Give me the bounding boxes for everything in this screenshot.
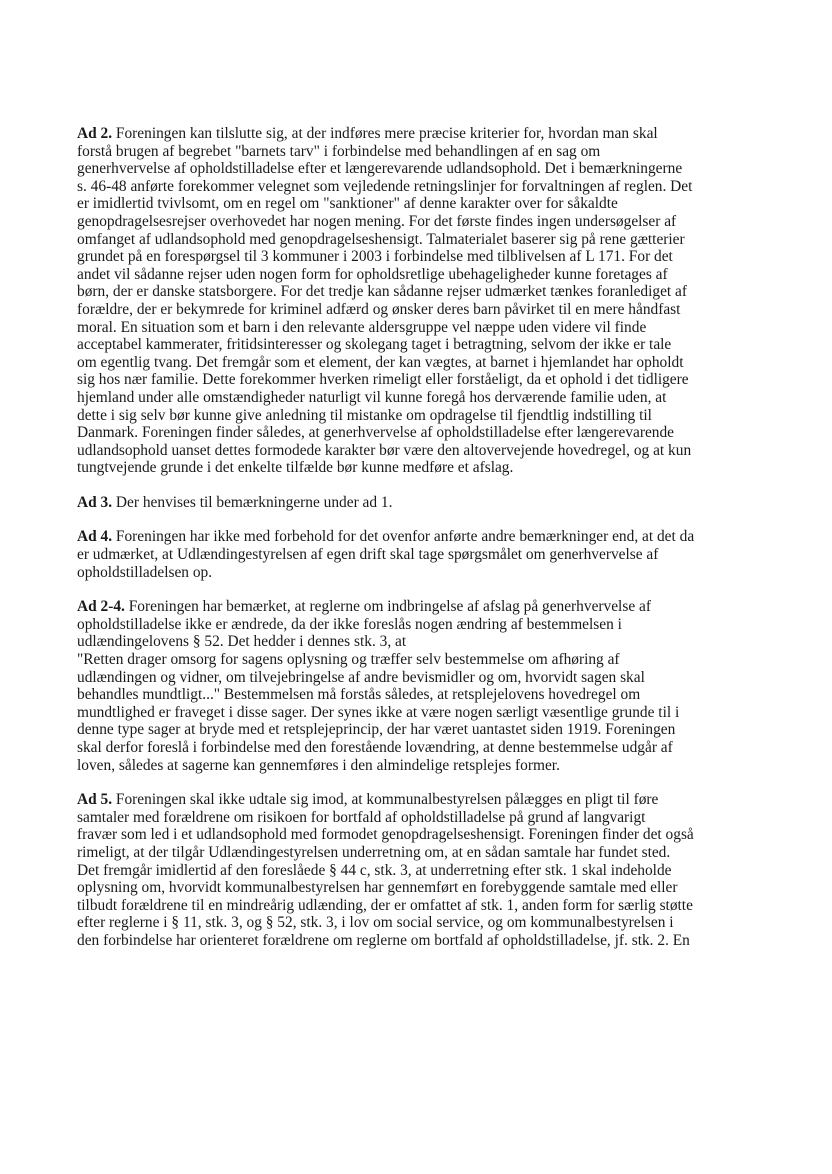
- text-line: [77, 704, 757, 722]
- line-text: Der henvises til bemærkningerne under ad 1.: [112, 493, 393, 511]
- text-line: [77, 546, 757, 564]
- line-text: rimeligt, at der tilgår Udlændingestyrelsen underretning om, at en sådan samtale har fundet sted.: [77, 843, 671, 861]
- text-line: [77, 669, 757, 687]
- paragraph: [77, 791, 757, 949]
- text-line: [77, 160, 757, 178]
- text-line: [77, 914, 757, 932]
- line-text: behandles mundtligt..." Bestemmelsen må forstås således, at retsplejelovens hovedregel om: [77, 686, 641, 704]
- line-text: tilbudt forældrene til en mindreårig udlænding, der er omfattet af stk. 1, anden form for særlig støtte: [77, 896, 693, 914]
- line-text: generhvervelse af opholdstilladelse efter et længerevarende udlandsophold. Det i bemærkningerne: [77, 160, 683, 178]
- text-line: [77, 791, 757, 809]
- text-line: [77, 844, 757, 862]
- line-text: forstå brugen af begrebet "barnets tarv" i forbindelse med behandlingen af en sag om: [77, 142, 601, 160]
- text-line: [77, 633, 757, 651]
- line-text: oplysning om, hvorvidt kommunalbestyrelsen har gennemført en forebyggende samtale med eller: [77, 879, 678, 897]
- line-text: dette i sig selv bør kunne give anledning til mistanke om opdragelse til fjendtlig indstilling til: [77, 406, 652, 424]
- line-text: moral. En situation som et barn i den relevante aldersgruppe vel næppe uden videre vil finde: [77, 318, 647, 336]
- text-line: [77, 459, 757, 477]
- text-line: [77, 739, 757, 757]
- paragraph: [77, 494, 757, 512]
- line-text: andet vil sådanne rejser uden nogen form for opholdsretlige ubehageligheder kunne foretages af: [77, 265, 668, 283]
- document-body: [77, 125, 757, 967]
- line-text: mundtlighed er fraveget i disse sager. Der synes ikke at være nogen særligt væsentlige grunde til i: [77, 703, 680, 721]
- section-label: Ad 3.: [77, 493, 113, 511]
- section-label: Ad 4.: [77, 528, 113, 546]
- paragraph: [77, 598, 757, 774]
- text-line: [77, 826, 757, 844]
- text-line: [77, 424, 757, 442]
- text-line: [77, 494, 757, 512]
- text-line: [77, 248, 757, 266]
- line-text: samtaler med forældrene om risikoen for bortfald af opholdstilladelse på grund af langvarigt: [77, 808, 646, 826]
- text-line: [77, 897, 757, 915]
- line-text: Foreningen har ikke med forbehold for det ovenfor anførte andre bemærkninger end, at det da: [112, 528, 695, 546]
- line-text: acceptabel kammerater, fritidsinteresser og skolegang taget i betragtning, selvom der ikke er tale: [77, 336, 672, 354]
- line-text: skal derfor foreslå i forbindelse med den forestående lovændring, at denne bestemmelse udgår af: [77, 739, 673, 756]
- text-line: [77, 862, 757, 880]
- text-line: [77, 231, 757, 249]
- section-label: Ad 2-4.: [77, 598, 125, 616]
- text-line: [77, 879, 757, 897]
- text-line: [77, 407, 757, 425]
- line-text: Danmark. Foreningen finder således, at generhvervelse af opholdstilladelse efter længerevarende: [77, 424, 675, 442]
- text-line: [77, 598, 757, 616]
- line-text: Det fremgår imidlertid af den foreslåede § 44 c, stk. 3, at underretning efter stk. 1 skal indeholde: [77, 861, 672, 879]
- line-text: Foreningen skal ikke udtale sig imod, at kommunalbestyrelsen pålægges en pligt til føre: [112, 791, 659, 809]
- line-text: grundet på en forespørgsel til 3 kommuner i 2003 i forbindelse med tilblivelsen af L 171. For det: [77, 248, 673, 266]
- line-text: om egentlig tvang. Det fremgår som et element, der kan vægtes, at barnet i hjemlandet har opholdt: [77, 353, 684, 371]
- line-text: hjemland under alle omstændigheder naturligt vil kunne foregå hos derværende familie uden, at: [77, 388, 667, 406]
- text-line: [77, 757, 757, 775]
- text-line: [77, 143, 757, 161]
- line-text: denne type sager at bryde med et retsplejeprincip, der har været uantastet siden 1919. Foreningen: [77, 721, 676, 739]
- line-text: loven, således at sagerne kan gennemføres i den almindelige retsplejes former.: [77, 756, 560, 774]
- text-line: [77, 442, 757, 460]
- text-line: [77, 301, 757, 319]
- text-line: [77, 336, 757, 354]
- line-text: omfanget af udlandsophold med genopdragelseshensigt. Talmaterialet baserer sig på rene gætterier: [77, 230, 685, 248]
- line-text: "Retten drager omsorg for sagens oplysning og træffer selv bestemmelse om afhøring af: [77, 651, 620, 669]
- section-label: Ad 2.: [77, 125, 113, 142]
- line-text: efter reglerne i § 11, stk. 3, og § 52, stk. 3, i lov om social service, og om kommunalbestyrelsen i: [77, 914, 674, 932]
- line-text: udlændingen og vidner, om tilvejebringelse af andre bevismidler og om, hvorvidt sagen skal: [77, 668, 645, 686]
- text-line: [77, 371, 757, 389]
- text-line: [77, 809, 757, 827]
- text-line: [77, 213, 757, 231]
- section-label: Ad 5.: [77, 791, 113, 809]
- text-line: [77, 616, 757, 634]
- text-line: [77, 125, 757, 143]
- text-line: [77, 354, 757, 372]
- line-text: er udmærket, at Udlændingestyrelsen af egen drift skal tage spørgsmålet om generhvervelse af: [77, 546, 659, 564]
- text-line: [77, 564, 757, 582]
- line-text: udlændingelovens § 52. Det hedder i dennes stk. 3, at: [77, 633, 407, 651]
- text-line: [77, 178, 757, 196]
- line-text: udlandsophold uanset dettes formodede karakter bør være den altovervejende hovedregel, og at kun: [77, 441, 692, 459]
- text-line: [77, 932, 757, 950]
- line-text: den forbindelse har orienteret forældrene om reglerne om bortfald af opholdstilladelse, jf. stk. 2. En: [77, 931, 690, 949]
- text-line: [77, 686, 757, 704]
- text-line: [77, 195, 757, 213]
- text-line: [77, 266, 757, 284]
- line-text: børn, der er danske statsborgere. For det tredje kan sådanne rejser udmærket tænkes foranlediget af: [77, 283, 688, 301]
- line-text: er imidlertid tvivlsomt, om en regel om "sanktioner" af denne karakter over for såkaldte: [77, 195, 618, 213]
- line-text: fravær som led i et udlandsophold med formodet genopdragelseshensigt. Foreningen finder det også: [77, 826, 694, 844]
- line-text: genopdragelsesrejser overhovedet har nogen mening. For det første findes ingen undersøgelser af: [77, 212, 677, 230]
- text-line: [77, 389, 757, 407]
- line-text: s. 46-48 anførte forekommer velegnet som vejledende retningslinjer for forvaltningen af reglen. Det: [77, 177, 693, 195]
- text-line: [77, 283, 757, 301]
- text-line: [77, 319, 757, 337]
- text-line: [77, 528, 757, 546]
- line-text: opholdstilladelse ikke er ændrede, da der ikke foreslås nogen ændring af bestemmelsen i: [77, 615, 622, 633]
- line-text: tungtvejende grunde i det enkelte tilfælde bør kunne medføre et afslag.: [77, 459, 514, 477]
- paragraph: [77, 125, 757, 477]
- line-text: sig hos nær familie. Dette forekommer hverken rimeligt eller forståeligt, da et ophold i det tidligere: [77, 371, 689, 389]
- line-text: Foreningen kan tilslutte sig, at der indføres mere præcise kriterier for, hvordan man skal: [112, 125, 658, 142]
- line-text: opholdstilladelsen op.: [77, 563, 213, 581]
- line-text: forældre, der er bekymrede for kriminel adfærd og ønsker deres barn påvirket til en mere håndfast: [77, 300, 681, 318]
- line-text: Foreningen har bemærket, at reglerne om indbringelse af afslag på generhvervelse af: [124, 598, 651, 616]
- text-line: [77, 651, 757, 669]
- paragraph: [77, 528, 757, 581]
- text-line: [77, 721, 757, 739]
